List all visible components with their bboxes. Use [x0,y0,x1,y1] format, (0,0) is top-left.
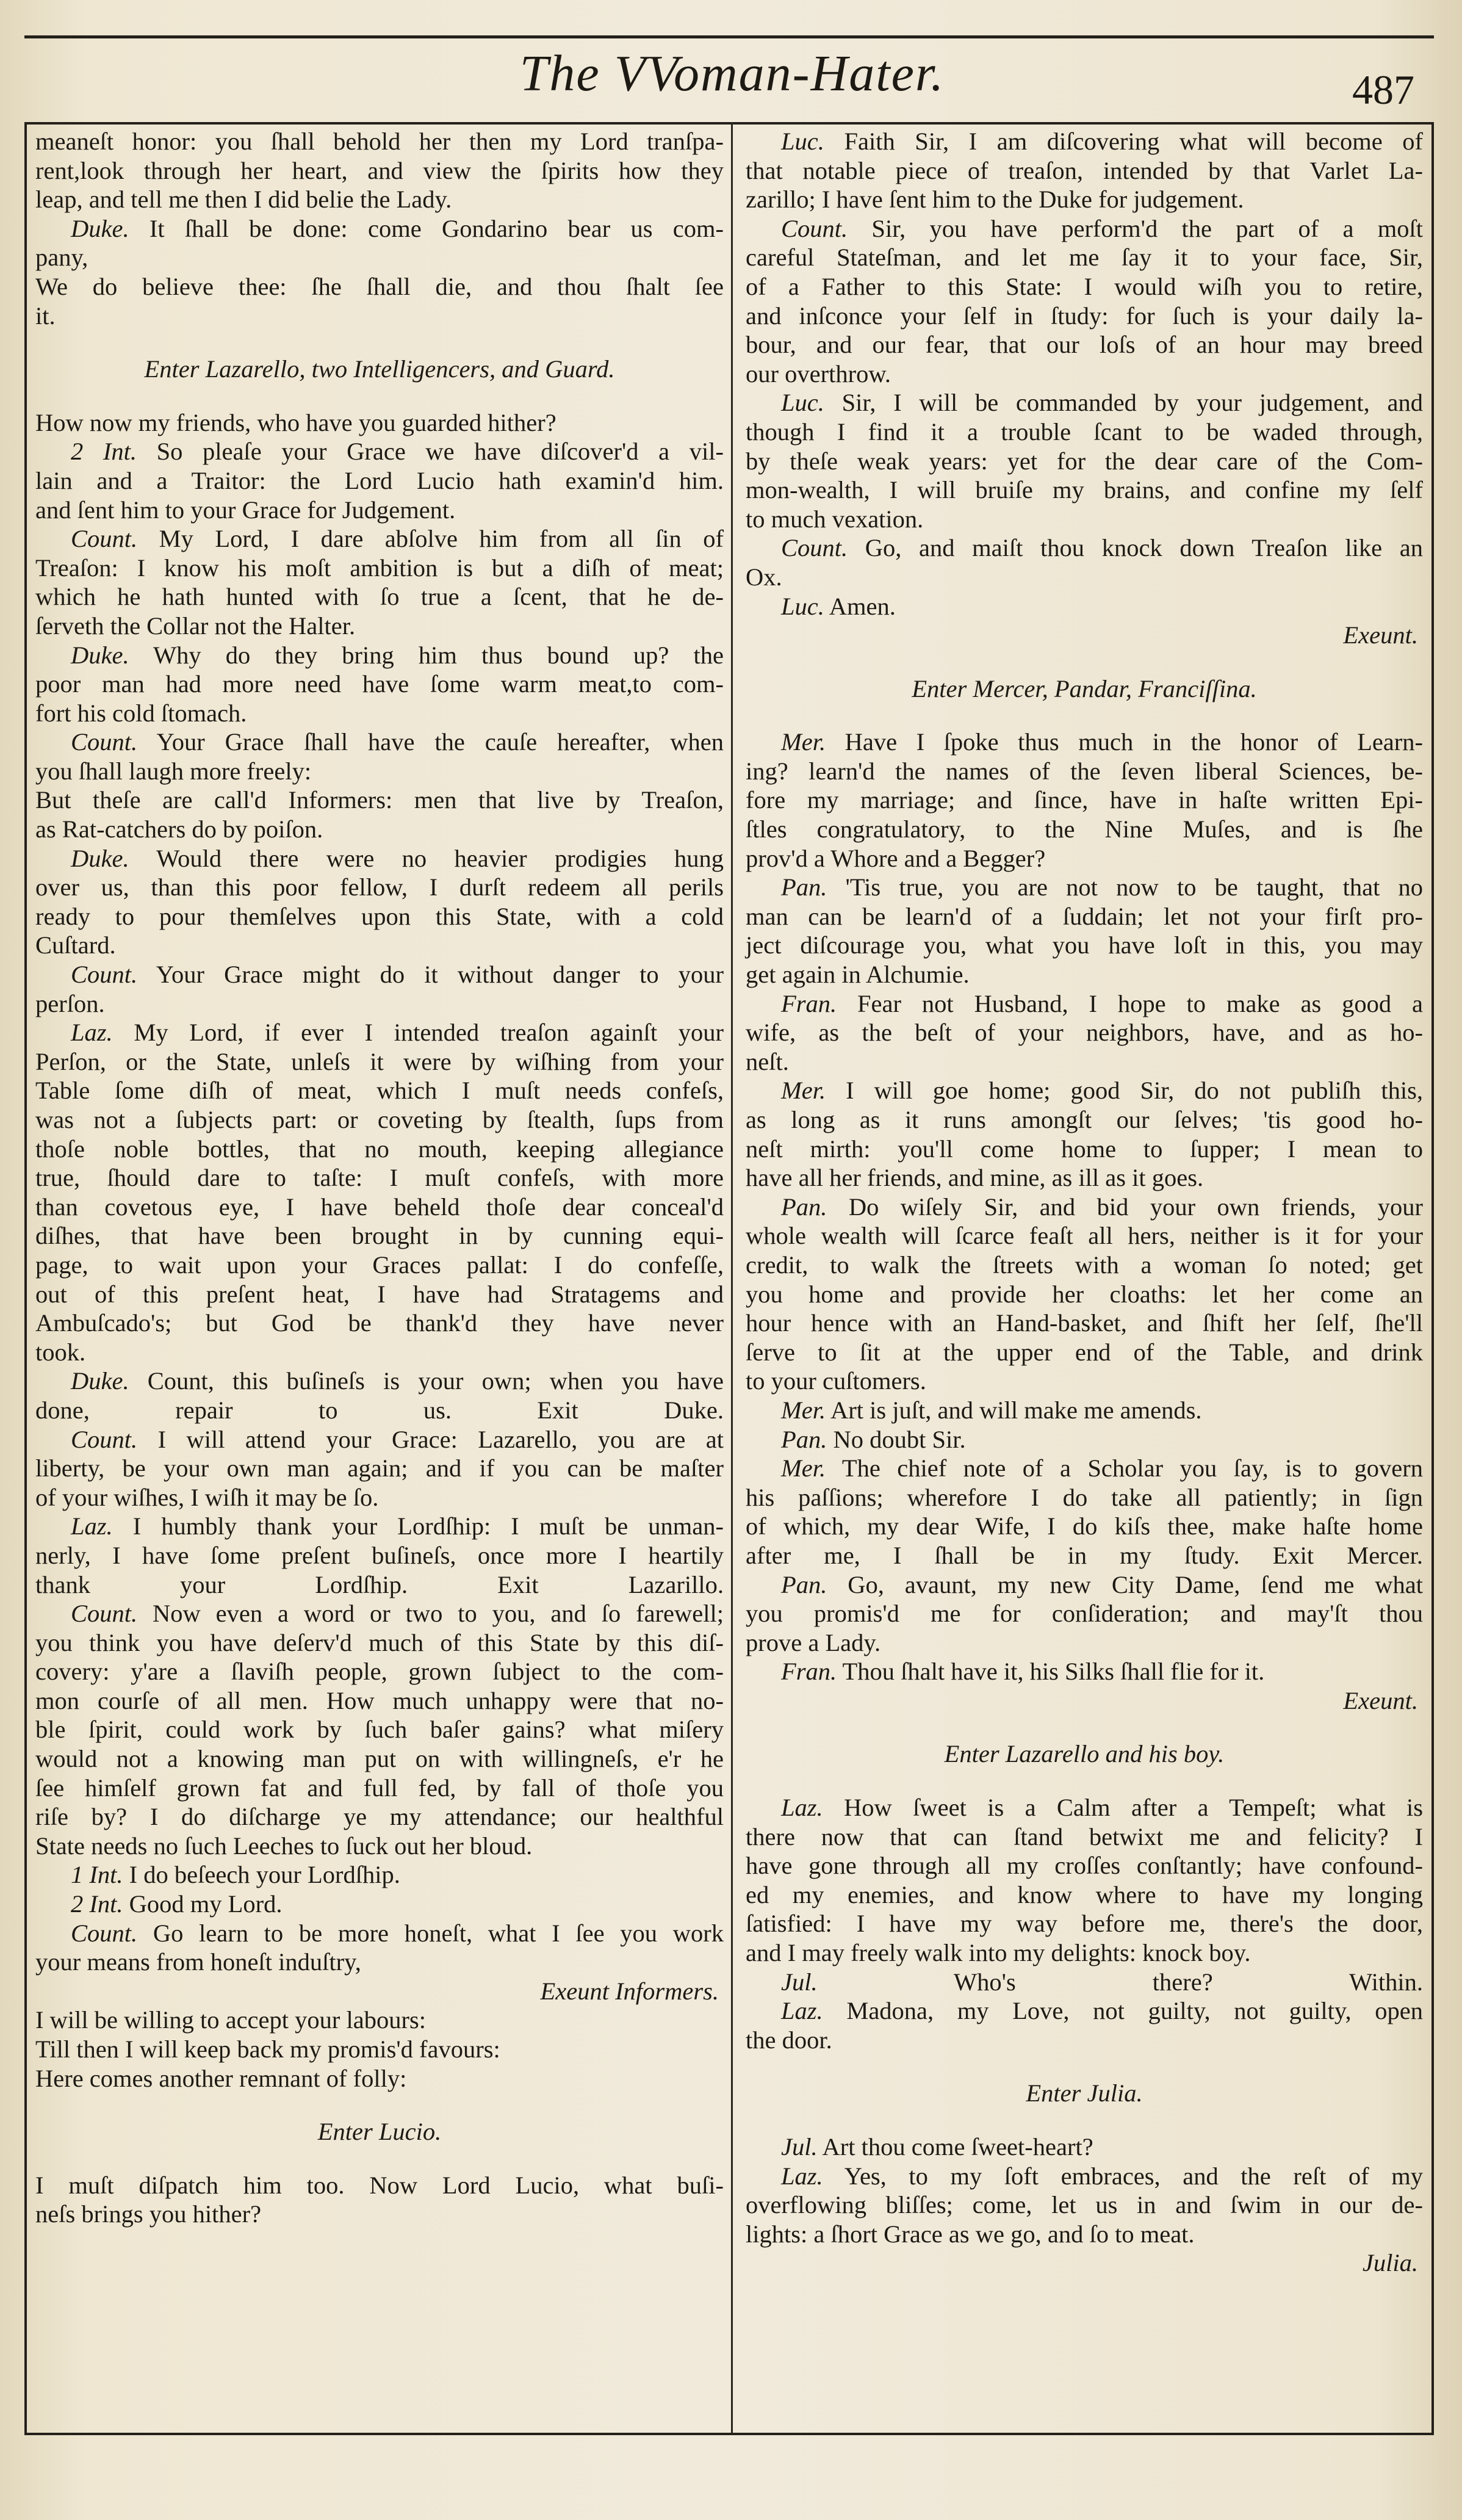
spacer [746,1715,1423,1739]
text-line: Duke. It ſhall be done: come Gondarino bear us com- [71,214,724,242]
text-line: Perſon, or the State, unleſs it were by wiſhing from your [35,1047,724,1075]
speaker-name: Count. [71,1919,138,1947]
stage-direction: Exeunt Informers. [540,1977,719,2005]
text-line: Pan. Go, avaunt, my new City Dame, ſend me what [781,1570,1423,1598]
text-line: was not a ſubjects part: or coveting by ſtealth, ſups from [35,1106,724,1133]
speaker-name: Mer. [781,1077,826,1105]
text-line: though I find it a trouble ſcant to be waded through, [746,417,1423,446]
text-line: and inſconce your ſelf in ſtudy: for ſuch is your daily la- [746,301,1423,330]
text-line: over us, than this poor fellow, I durſt redeem all perils [35,873,724,901]
bottom-rule [24,2433,1434,2435]
text-line: perſon. [35,989,105,1017]
text-line: meaneſt honor: you ſhall behold her then my Lord tranſpa- [35,128,724,155]
text-line: State needs no ſuch Leeches to ſuck out her bloud. [35,1832,533,1860]
stage-direction: Exeunt. [1343,621,1418,649]
page-number: 487 [1352,67,1414,113]
text-line: Count. My Lord, I dare abſolve him from all ſin of [71,525,724,553]
text-line: lain and a Traitor: the Lord Lucio hath examin'd him. [35,466,724,494]
text-line: and ſent him to your Grace for Judgement. [35,496,456,524]
speaker-name: Count. [71,961,138,989]
text-line: you promis'd me for conſideration; and may'ſt thou [746,1600,1423,1628]
text-line: ject diſcourage you, what you have loſt in this, you may [746,931,1423,959]
text-line: out of this preſent heat, I have had Stratagems and [35,1280,724,1308]
right-column [746,127,1423,2278]
text-line: Count. Go learn to be more honeſt, what I ſee you work [71,1919,724,1947]
column-divider [731,122,733,2435]
text-line: leap, and tell me then I did belie the Lady. [35,186,452,214]
spacer [746,2054,1423,2079]
text-line: Laz. How ſweet is a Calm after a Tempeſt; what is [781,1794,1423,1822]
text-line: you ſhall laugh more freely: [35,757,312,785]
text-line: Luc. Sir, I will be commanded by your judgement, and [781,389,1423,417]
speaker-name: 2 Int. [71,1890,123,1918]
text-line: after me, I ſhall be in my ſtudy. Exit Mercer. [746,1541,1423,1569]
text-line: 2 Int. So pleaſe your Grace we have diſcover'd a vil- [71,438,724,466]
text-line: Pan. 'Tis true, you are not now to be taught, that no [781,873,1423,901]
text-line: riſe by? I do diſcharge ye my attendance; our healthful [35,1803,724,1831]
speaker-name: Fran. [781,1658,837,1686]
speaker-name: Count. [71,1425,138,1453]
text-line: Treaſon: I know his moſt ambition is but a diſh of meat; [35,554,724,582]
text-line: there now that can ſtand betwixt me and felicity? I [746,1822,1423,1850]
stage-direction: Enter Lazarello, two Intelligencers, and Guard. [144,355,615,383]
text-line: Jul. Art thou come ſweet-heart? [781,2133,1093,2161]
speaker-name: Count. [71,525,138,553]
text-line: Ox. [746,563,782,591]
stage-direction: Enter Lazarello and his boy. [944,1740,1225,1768]
text-line: I muſt diſpatch him too. Now Lord Lucio, what buſi- [35,2171,724,2199]
text-line: ſatisfied: I have my way before me, there's the door, [746,1910,1423,1938]
text-line: Table ſome diſh of meat, which I muſt needs confeſs, [35,1077,724,1105]
spacer [35,2146,724,2171]
text-line: page, to wait upon your Graces pallat: I do confeſſe, [35,1251,724,1279]
speaker-name: Luc. [781,389,824,417]
speaker-name: Laz. [781,2162,823,2190]
text-line: Pan. Do wiſely Sir, and bid your own friends, your [781,1193,1423,1221]
text-line: have all her friends, and mine, as ill as it goes. [746,1164,1204,1192]
text-line: lights: a ſhort Grace as we go, and ſo to meat. [746,2220,1195,2248]
speaker-name: Mer. [781,728,826,756]
stage-direction: Exeunt. [1343,1686,1418,1714]
text-line: Laz. I humbly thank your Lordſhip: I muſt be unman- [71,1512,724,1540]
speaker-name: Luc. [781,128,824,155]
spacer [746,1769,1423,1793]
stage-direction: Enter Mercer, Pandar, Franciſſina. [912,674,1257,702]
speaker-name: Laz. [781,1997,823,2025]
text-line: of a Father to this State: I would wiſh you to retire, [746,272,1423,300]
speaker-name: Laz. [71,1019,113,1047]
text-line: prov'd a Whore and a Begger? [746,844,1046,872]
text-line: you home and provide her cloaths: let her come an [746,1280,1423,1308]
text-line: poor man had more need have ſome warm meat,to com- [35,670,724,698]
text-line: overflowing bliſſes; come, let us in and ſwim in our de- [746,2191,1423,2219]
text-line: Count. Your Grace ſhall have the cauſe hereafter, when [71,728,724,756]
text-line: Luc. Amen. [781,592,896,620]
running-title: The VVoman-Hater. [519,45,945,102]
text-line: Count. I will attend your Grace: Lazarello, you are at [71,1425,724,1453]
speaker-name: Jul. [781,2133,818,2161]
text-line: liberty, be your own man again; and if you can be maſter [35,1454,724,1482]
text-line: pany, [35,244,88,272]
speaker-name: Pan. [781,1570,827,1598]
text-line: Mer. The chief note of a Scholar you ſay, is to govern [781,1454,1423,1482]
text-line: whole wealth will ſcarce feaſt all hers, neither is it for your [746,1222,1423,1250]
text-line: nerly, I have ſome preſent buſineſs, once more I heartily [35,1541,724,1569]
spacer [746,2108,1423,2132]
speaker-name: Laz. [71,1512,113,1540]
text-line: ſerveth the Collar not the Halter. [35,612,356,640]
text-line: fort his cold ſtomach. [35,699,247,727]
text-line: wife, as the beſt of your neighbors, have, and as ho- [746,1019,1423,1047]
text-line: true, ſhould dare to taſte: I muſt confeſs, with more [35,1164,724,1192]
top-rule [24,35,1434,38]
text-line: fore my marriage; and ſince, have in haſte written Epi- [746,786,1423,814]
speaker-name: Pan. [781,1193,827,1221]
speaker-name: Fran. [781,989,837,1017]
text-line: Count. Go, and maiſt thou knock down Treaſon like an [781,534,1423,562]
spacer [35,384,724,408]
text-line: ſee himſelf grown fat and full fed, by fall of thoſe you [35,1774,724,1802]
text-line: done, repair to us. Exit Duke. [35,1396,724,1424]
stage-direction: Enter Lucio. [317,2118,442,2146]
text-line: But theſe are call'd Informers: men that live by Treaſon, [35,786,724,814]
speaker-name: Duke. [71,1367,129,1395]
text-line: ble ſpirit, could work by ſuch baſer gains? what miſery [35,1716,724,1744]
text-line: hour hence with an Hand-basket, and ſhift her ſelf, ſhe'll [746,1309,1423,1337]
speaker-name: 1 Int. [71,1861,123,1889]
text-line: prove a Lady. [746,1628,881,1656]
header-rule [24,122,1434,125]
left-column [35,127,724,2229]
speaker-name: Duke. [71,641,129,669]
text-line: bour, and our fear, that our loſs of an hour may breed [746,331,1423,359]
text-line: 1 Int. I do beſeech your Lordſhip. [71,1861,400,1889]
text-line: How now my friends, who have you guarded hither? [35,408,556,436]
text-line: have gone through all my croſſes conſtantly; have confound- [746,1852,1423,1880]
speaker-name: Luc. [781,592,824,620]
speaker-name: 2 Int. [71,438,137,466]
text-line: by theſe weak years: yet for the dear care of the Com- [746,447,1423,475]
text-line: Count. Sir, you have perform'd the part of a moſt [781,214,1423,242]
text-line: man can be learn'd of a ſuddain; let not your firſt pro- [746,902,1423,930]
speaker-name: Duke. [71,844,129,872]
left-border [24,122,27,2435]
text-line: Cuſtard. [35,931,116,959]
text-line: Count. Now even a word or two to you, and ſo farewell; [71,1600,724,1628]
text-line: Laz. Madona, my Love, not guilty, not guilty, open [781,1997,1423,2025]
text-line: Pan. No doubt Sir. [781,1425,966,1453]
text-line: our overthrow. [746,359,891,388]
text-line: the door. [746,2026,832,2054]
speaker-name: Count. [781,534,848,562]
text-line: diſhes, that have been brought in by cunning equi- [35,1222,724,1250]
speaker-name: Count. [781,214,848,242]
speaker-name: Mer. [781,1454,826,1482]
spacer [35,2093,724,2117]
text-line: as Rat-catchers do by poiſon. [35,815,323,843]
text-line: get again in Alchumie. [746,961,970,989]
text-line: ed my enemies, and know where to have my longing [746,1880,1423,1908]
text-line: Mer. Have I ſpoke thus much in the honor of Learn- [781,728,1423,756]
speaker-name: Jul. [781,1968,818,1996]
text-line: than covetous eye, I have beheld thoſe dear conceal'd [35,1193,724,1221]
spacer [746,650,1423,674]
text-line: that notable piece of treaſon, intended by that Varlet La- [746,156,1423,184]
text-line: took. [35,1338,86,1366]
speaker-name: Laz. [781,1794,823,1822]
text-line: covery: y'are a ſlaviſh people, grown ſubject to the com- [35,1658,724,1686]
text-line: Mer. I will goe home; good Sir, do not publiſh this, [781,1077,1423,1105]
text-line: of your wiſhes, I wiſh it may be ſo. [35,1483,379,1511]
text-line: your means from honeſt induſtry, [35,1948,361,1976]
text-line: Count. Your Grace might do it without danger to your [71,961,724,989]
text-line: his paſſions; wherefore I do take all patiently; in ſign [746,1483,1423,1511]
speaker-name: Pan. [781,873,827,901]
text-line: Laz. My Lord, if ever I intended treaſon againſt your [71,1019,724,1047]
text-line: Jul. Who's there? Within. [781,1968,1423,1996]
spacer [746,703,1423,727]
text-line: Duke. Would there were no heavier prodigies hung [71,844,724,872]
text-line: mon-wealth, I will bruiſe my brains, and confine my ſelf [746,476,1423,504]
text-line: to much vexation. [746,505,924,533]
stage-direction: Julia. [1362,2249,1418,2277]
text-line: ing? learn'd the names of the ſeven liberal Sciences, be- [746,757,1423,785]
right-border [1431,122,1434,2435]
speaker-name: Pan. [781,1425,827,1453]
text-line: Here comes another remnant of folly: [35,2064,407,2092]
text-line: ſerve to ſit at the upper end of the Table, and drink [746,1338,1423,1366]
text-line: zarillo; I have ſent him to the Duke for judgement. [746,186,1244,214]
text-line: and I may freely walk into my delights: knock boy. [746,1939,1251,1967]
text-line: which he hath hunted with ſo true a ſcent, that he de- [35,583,724,611]
text-line: Fran. Thou ſhalt have it, his Silks ſhall flie for it. [781,1658,1265,1686]
text-line: We do believe thee: ſhe ſhall die, and thou ſhalt ſee [35,272,724,300]
text-line: ſtles congratulatory, to the Nine Muſes, and is ſhe [746,815,1423,843]
text-line: would not a knowing man put on with willingneſs, e'r he [35,1745,724,1773]
text-line: it. [35,301,56,330]
text-line: thank your Lordſhip. Exit Lazarillo. [35,1570,724,1598]
text-line: rent,look through her heart, and view the ſpirits how they [35,156,724,184]
text-line: neſs brings you hither? [35,2200,262,2228]
text-line: Laz. Yes, to my ſoft embraces, and the reſt of my [781,2162,1423,2190]
stage-direction: Enter Julia. [1026,2079,1143,2107]
text-line: thoſe noble bottles, that no mouth, keeping allegiance [35,1135,724,1163]
text-line: to your cuſtomers. [746,1367,926,1395]
text-line: Mer. Art is juſt, and will make me amends. [781,1396,1202,1424]
spacer [35,330,724,355]
text-line: Till then I will keep back my promis'd favours: [35,2035,500,2063]
text-line: credit, to walk the ſtreets with a woman ſo noted; get [746,1251,1423,1279]
text-line: Ambuſcado's; but God be thank'd they have never [35,1309,724,1337]
text-line: neſt mirth: you'll come home to ſupper; I mean to [746,1135,1423,1163]
text-line: Duke. Count, this buſineſs is your own; when you have [71,1367,724,1395]
speaker-name: Count. [71,728,138,756]
text-line: careful Stateſman, and let me ſay it to your face, Sir, [746,244,1423,272]
text-line: Duke. Why do they bring him thus bound up? the [71,641,724,669]
text-line: of which, my dear Wife, I do kiſs thee, make haſte home [746,1512,1423,1540]
text-line: Fran. Fear not Husband, I hope to make as good a [781,989,1423,1017]
text-line: Luc. Faith Sir, I am diſcovering what will become of [781,128,1423,155]
text-line: neſt. [746,1047,789,1075]
text-line: 2 Int. Good my Lord. [71,1890,283,1918]
text-line: mon courſe of all men. How much unhappy were that no- [35,1686,724,1714]
text-line: you think you have deſerv'd much of this State by this diſ- [35,1628,724,1656]
speaker-name: Duke. [71,214,129,242]
text-line: I will be willing to accept your labours: [35,2006,426,2034]
text-line: ready to pour themſelves upon this State, with a cold [35,902,724,930]
speaker-name: Mer. [781,1396,826,1424]
text-line: as long as it runs amongſt our ſelves; 'tis good ho- [746,1106,1423,1133]
speaker-name: Count. [71,1600,138,1628]
